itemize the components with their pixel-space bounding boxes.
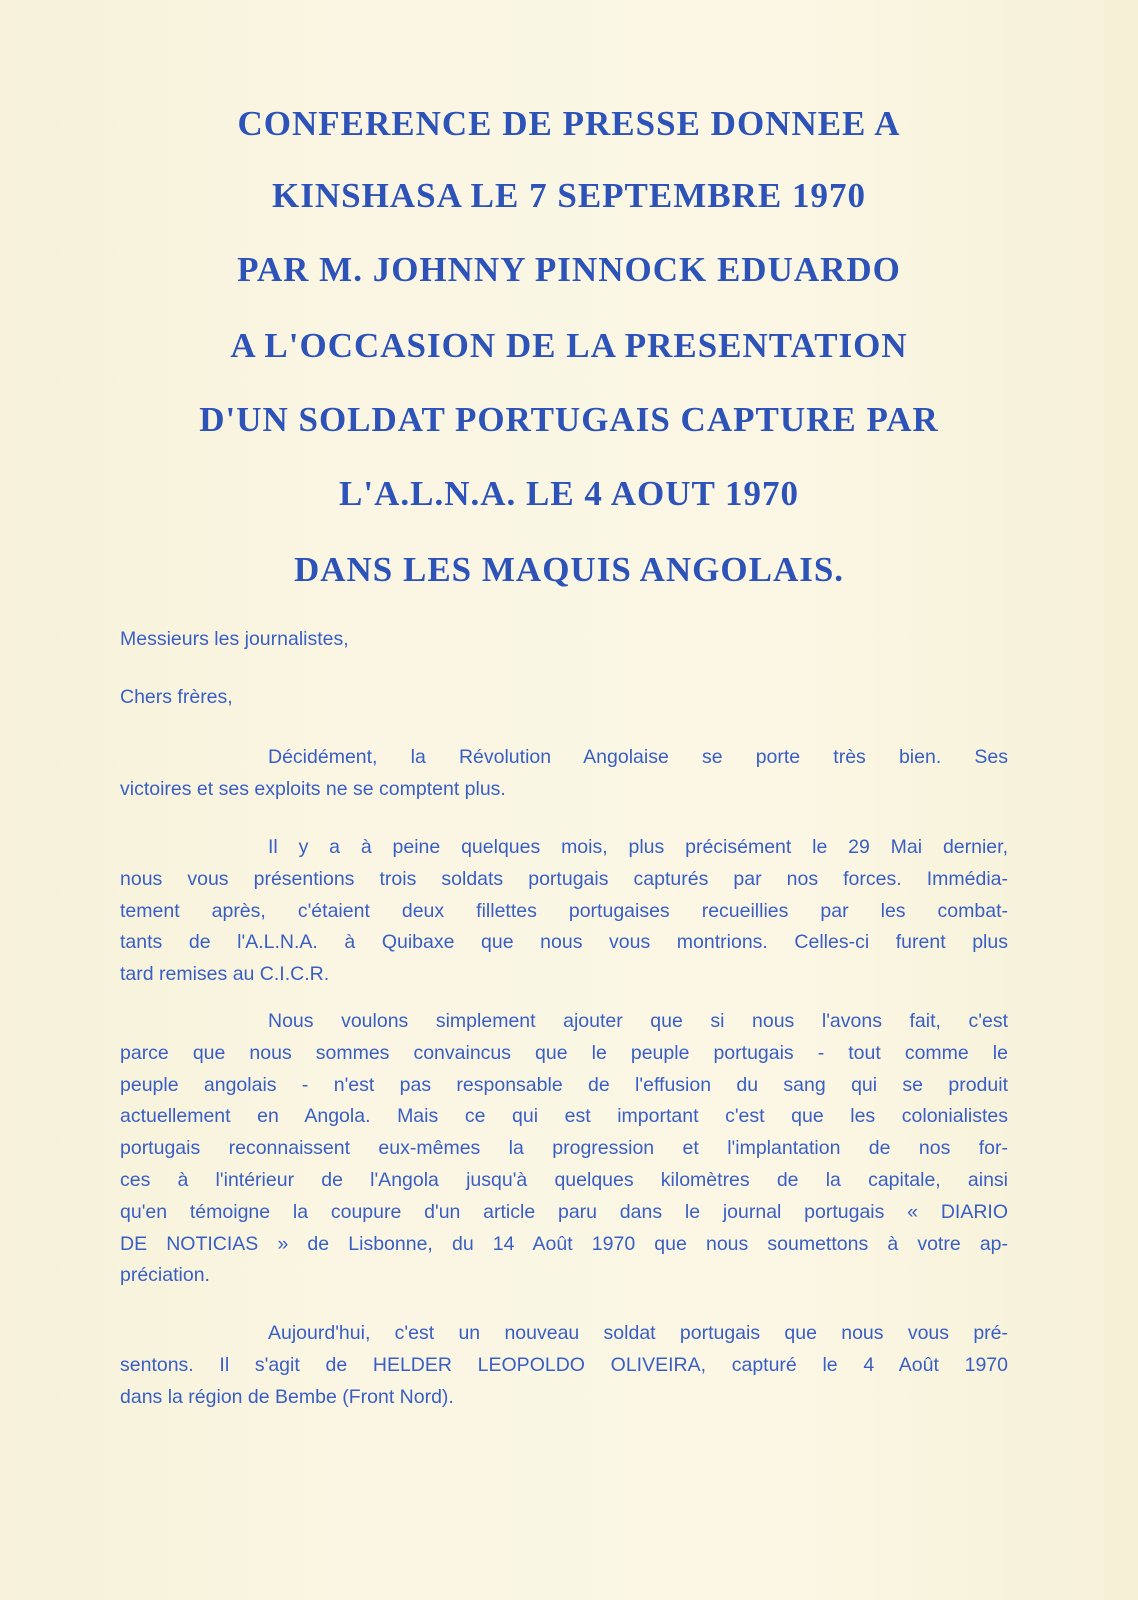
paragraph-line: nous vous présentions trois soldats portugais capturés par nos forces. Immédia- bbox=[120, 867, 1008, 890]
paragraph bbox=[120, 1318, 1008, 1413]
paragraph-line: tard remises au C.I.C.R. bbox=[120, 963, 330, 986]
salutation-line: Messieurs les journalistes, bbox=[120, 628, 349, 650]
salutation-line: Chers frères, bbox=[120, 686, 233, 708]
paragraph bbox=[120, 742, 1008, 806]
paragraph-line: victoires et ses exploits ne se comptent plus. bbox=[120, 777, 506, 800]
title-line: A L'OCCASION DE LA PRESENTATION bbox=[230, 326, 908, 365]
title-line: DANS LES MAQUIS ANGOLAIS. bbox=[293, 550, 845, 589]
paragraph-line: tants de l'A.L.N.A. à Quibaxe que nous vous montrions. Celles-ci furent plus bbox=[120, 931, 1008, 954]
paragraph bbox=[120, 832, 1008, 991]
title-line: CONFERENCE DE PRESSE DONNEE A bbox=[237, 104, 901, 143]
paragraph-line: Aujourd'hui, c'est un nouveau soldat portugais que nous vous pré- bbox=[268, 1322, 1008, 1344]
paragraph bbox=[120, 1006, 1008, 1292]
paragraph-line: sentons. Il s'agit de HELDER LEOPOLDO OLIVEIRA, capturé le 4 Août 1970 bbox=[120, 1353, 1008, 1376]
salutation-brothers bbox=[120, 682, 1008, 714]
title-line: PAR M. JOHNNY PINNOCK EDUARDO bbox=[237, 250, 901, 289]
paragraph-line: parce que nous sommes convaincus que le peuple portugais - tout comme le bbox=[120, 1041, 1008, 1064]
paragraph-line: dans la région de Bembe (Front Nord). bbox=[120, 1385, 454, 1408]
salutation-journalists bbox=[120, 624, 1008, 656]
paragraph-line: qu'en témoigne la coupure d'un article paru dans le journal portugais « DIARIO bbox=[120, 1200, 1008, 1223]
paragraph-line: Il y a à peine quelques mois, plus précisément le 29 Mai dernier, bbox=[268, 836, 1008, 858]
paragraph-line: portugais reconnaissent eux-mêmes la progression et l'implantation de nos for- bbox=[120, 1137, 1008, 1160]
paragraph-line: Décidément, la Révolution Angolaise se porte très bien. Ses bbox=[268, 746, 1008, 768]
title-line: L'A.L.N.A. LE 4 AOUT 1970 bbox=[339, 474, 799, 513]
paragraph-line: tement après, c'étaient deux fillettes portugaises recueillies par les combat- bbox=[120, 899, 1008, 922]
paragraph-line: DE NOTICIAS » de Lisbonne, du 14 Août 1970 que nous soumettons à votre ap- bbox=[120, 1232, 1008, 1255]
paragraph-line: ces à l'intérieur de l'Angola jusqu'à quelques kilomètres de la capitale, ainsi bbox=[120, 1168, 1008, 1191]
paragraph-line: Nous voulons simplement ajouter que si nous l'avons fait, c'est bbox=[268, 1010, 1008, 1032]
paragraph-line: peuple angolais - n'est pas responsable de l'effusion du sang qui se produit bbox=[120, 1073, 1008, 1096]
paragraph-line: préciation. bbox=[120, 1264, 210, 1287]
title-line: D'UN SOLDAT PORTUGAIS CAPTURE PAR bbox=[199, 400, 939, 439]
title-line: KINSHASA LE 7 SEPTEMBRE 1970 bbox=[272, 176, 866, 215]
paragraph-line: actuellement en Angola. Mais ce qui est important c'est que les colonialistes bbox=[120, 1105, 1008, 1128]
